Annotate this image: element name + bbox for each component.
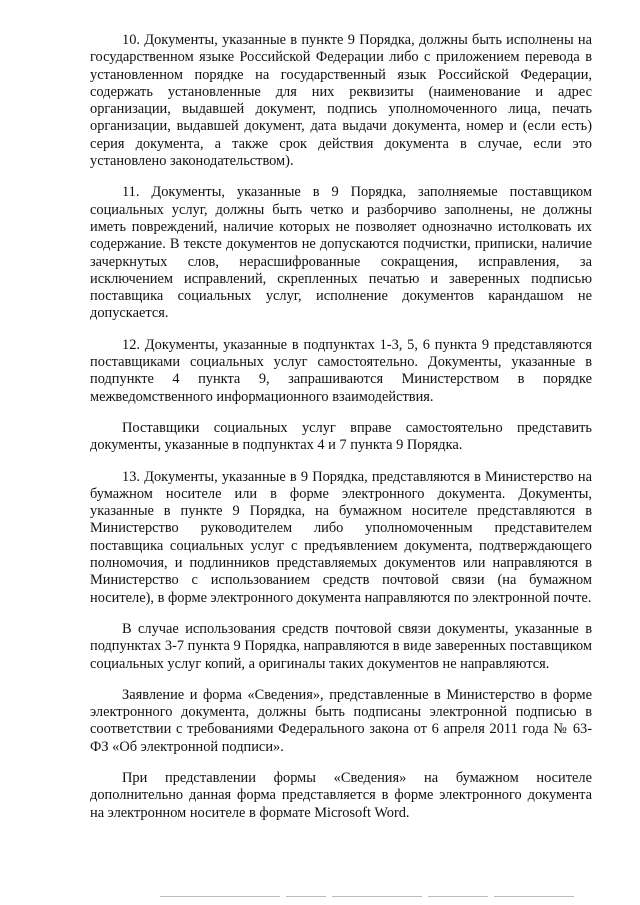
footer-line xyxy=(160,896,280,897)
footer-line xyxy=(428,896,488,897)
footer-line xyxy=(286,896,326,897)
footer-line xyxy=(332,896,422,897)
paragraph-12: 12. Документы, указанные в подпунктах 1-3, 5, 6 пункта 9 представляются поставщиками социальных услуг самостоятельно. Документы, указанные в подпункте 4 пункта 9, запрашиваются Министерством в порядке межведомственного информационного взаимодействия. xyxy=(90,336,592,405)
paragraph-13-postal: В случае использования средств почтовой связи документы, указанные в подпунктах 3-7 пункта 9 Порядка, направляются в виде заверенных поставщиком социальных услуг копий, а оригиналы таких документов не направляются. xyxy=(90,620,592,672)
paragraph-13: 13. Документы, указанные в 9 Порядка, представляются в Министерство на бумажном носителе или в форме электронного документа. Документы, указанные в пункте 9 Порядка, на бумажном носителе представляются в Министерство руководителем либо уполномоченным представителем поставщика социальных услуг с предъявлением документа, подтверждающего полномочия, и подлинников представляемых документов или направляются в Министерство с использованием средств почтовой связи (на бумажном носителе), в форме электронного документа направляются по электронной почте. xyxy=(90,468,592,606)
paragraph-12-supplement: Поставщики социальных услуг вправе самостоятельно представить документы, указанные в подпунктах 4 и 7 пункта 9 Порядка. xyxy=(90,419,592,454)
paragraph-11: 11. Документы, указанные в 9 Порядка, заполняемые поставщиком социальных услуг, должны быть четко и разборчиво заполнены, не должны иметь повреждений, наличие которых не позволяет однозначно истолковать их содержание. В тексте документов не допускаются подчистки, приписки, наличие зачеркнутых слов, нерасшифрованные сокращения, исправления, за исключением исправлений, скрепленных печатью и заверенных подписью поставщика социальных услуг, исполнение документов карандашом не допускается. xyxy=(90,184,592,322)
footer-scan-lines xyxy=(160,896,600,897)
paragraph-13-paper: При представлении формы «Сведения» на бумажном носителе дополнительно данная форма представляется в форме электронного документа на электронном носителе в формате Microsoft Word. xyxy=(90,769,592,821)
footer-line xyxy=(494,896,574,897)
paragraph-13-electronic: Заявление и форма «Сведения», представленные в Министерство в форме электронного документа, должны быть подписаны электронной подписью в соответствии с требованиями Федерального закона от 6 апреля 2011 года № 63-ФЗ «Об электронной подписи». xyxy=(90,686,592,755)
paragraph-10: 10. Документы, указанные в пункте 9 Порядка, должны быть исполнены на государственном языке Российской Федерации либо с приложением перевода в установленном порядке на государственный язык Российской Федерации, содержать установленные для них реквизиты (наименование и адрес организации, выдавшей документ, подпись уполномоченного лица, печать организации, выдавшей документ, дата выдачи документа, номер и (если есть) серия документа, а также срок действия документа в случае, если это установлено законодательством). xyxy=(90,32,592,170)
